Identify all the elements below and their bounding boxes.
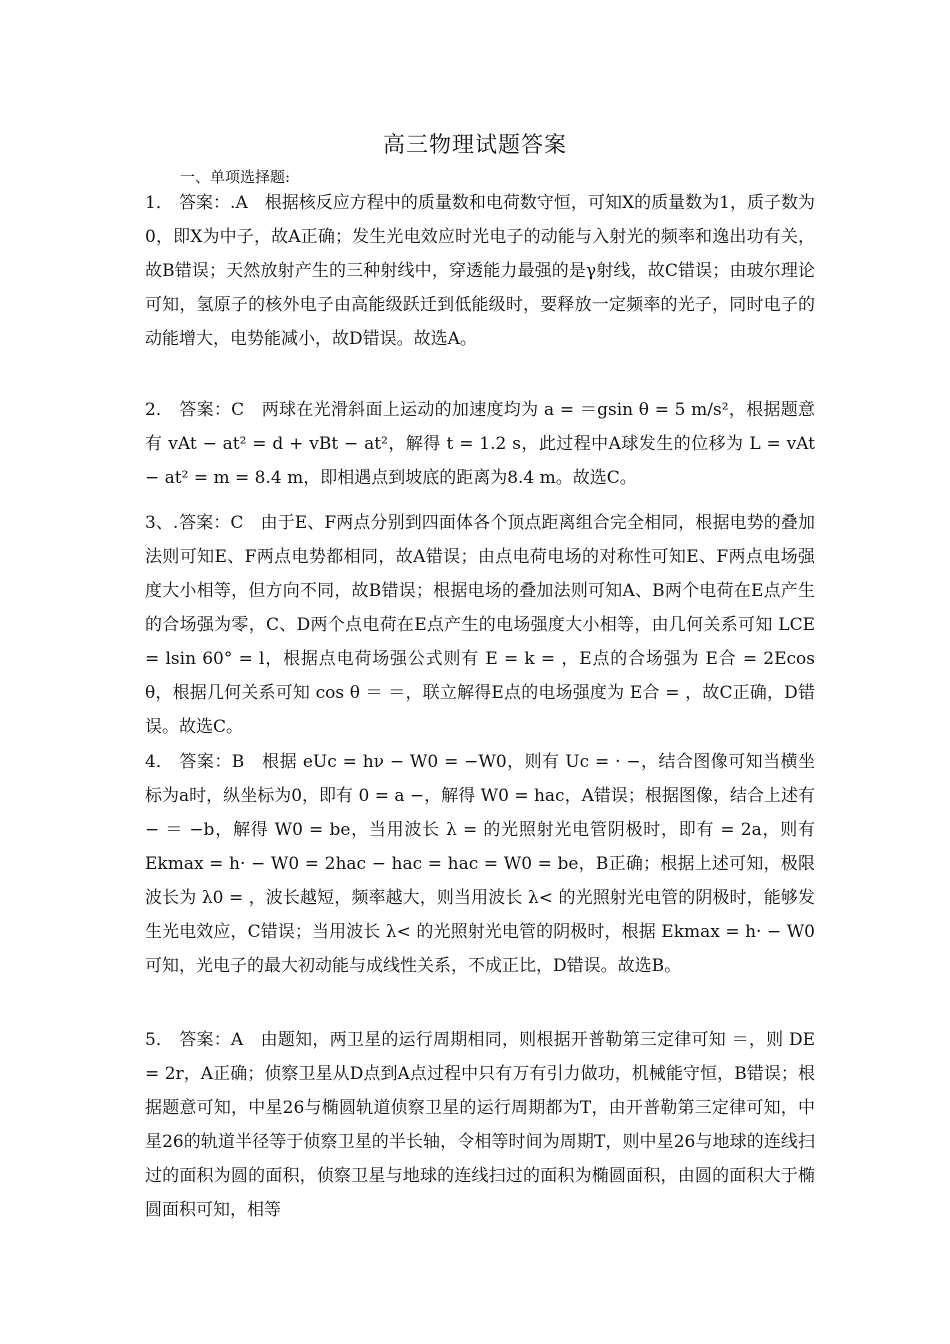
answer-paragraph-5	[145, 1023, 815, 1227]
answer-paragraph-4	[145, 745, 815, 983]
answer-number: 2．	[145, 400, 173, 420]
answer-number: 4．	[145, 752, 173, 772]
answer-text: 答案：B 根据 eUc = hν − W0 = −W0，则有 Uc = · −，结合图像可知当横坐标为a时，纵坐标为0，即有 0 = a −，解得 W0 = hac，A错误；根据图像，结合上述有 − ＝ −b，解得 W0 = be，当用波长 λ = 的光照射光电管阴极时，即有 = 2a，则有 Ekmax = h· − W0 = 2hac − hac = hac = W0 = be，B正确；根据上述可知，极限波长为 λ0 = ，波长越短，频率越大，则当用波长 λ< 的光照射光电管的阴极时，能够发生光电效应，C错误；当用波长 λ< 的光照射光电管的阴极时，根据 Ekmax = h· − W0 可知，光电子的最大初动能与成线性关系，不成正比，D错误。故选B。	[145, 752, 815, 976]
answer-paragraph-1	[145, 186, 815, 356]
answer-text: 答案：C 由于E、F两点分别到四面体各个顶点距离组合完全相同，根据电势的叠加法则可知E、F两点电势都相同，故A错误；由点电荷电场的对称性可知E、F两点电场强度大小相等，但方向不同，故B错误；根据电场的叠加法则可知A、B两个电荷在E点产生的合场强为零，C、D两个点电荷在E点产生的电场强度大小相等，由几何关系可知 LCE = lsin 60° = l，根据点电荷场强公式则有 E = k = ，E点的合场强为 E合 = 2Ecos θ，根据几何关系可知 cos θ ＝ ＝，联立解得E点的电场强度为 E合 = ，故C正确，D错误。故选C。	[145, 513, 815, 737]
answer-number: 5．	[145, 1030, 173, 1050]
answer-number: 3、.	[145, 513, 179, 533]
section-heading: 一、单项选择题:	[180, 168, 291, 186]
answer-text: 答案：A 由题知，两卫星的运行周期相同，则根据开普勒第三定律可知 ＝，则 DE = 2r，A正确；侦察卫星从D点到A点过程中只有万有引力做功，机械能守恒，B错误；根据题意可知，中星26与椭圆轨道侦察卫星的运行周期都为T，由开普勒第三定律可知，中星26的轨道半径等于侦察卫星的半长轴，令相等时间为周期T，则中星26与地球的连线扫过的面积为圆的面积，侦察卫星与地球的连线扫过的面积为椭圆面积，由圆的面积大于椭圆面积可知，相等	[145, 1030, 815, 1220]
page-title: 高三物理试题答案	[382, 133, 567, 158]
answer-text: 答案：C 两球在光滑斜面上运动的加速度均为 a = ＝gsin θ = 5 m/s²，根据题意有 vAt − at² = d + vBt − at²，解得 t = 1.2 s，此过程中A球发生的位移为 L = vAt − at² = m = 8.4 m，即相遇点到坡底的距离为8.4 m。故选C。	[145, 400, 815, 488]
answer-paragraph-3	[145, 506, 815, 744]
answer-text: 答案：.A 根据核反应方程中的质量数和电荷数守恒，可知X的质量数为1，质子数为0，即X为中子，故A正确；发生光电效应时光电子的动能与入射光的频率和逸出功有关，故B错误；天然放射产生的三种射线中，穿透能力最强的是γ射线，故C错误；由玻尔理论可知，氢原子的核外电子由高能级跃迁到低能级时，要释放一定频率的光子，同时电子的动能增大，电势能减小，故D错误。故选A。	[145, 193, 815, 349]
answer-number: 1．	[145, 193, 173, 213]
answer-paragraph-2	[145, 393, 815, 495]
